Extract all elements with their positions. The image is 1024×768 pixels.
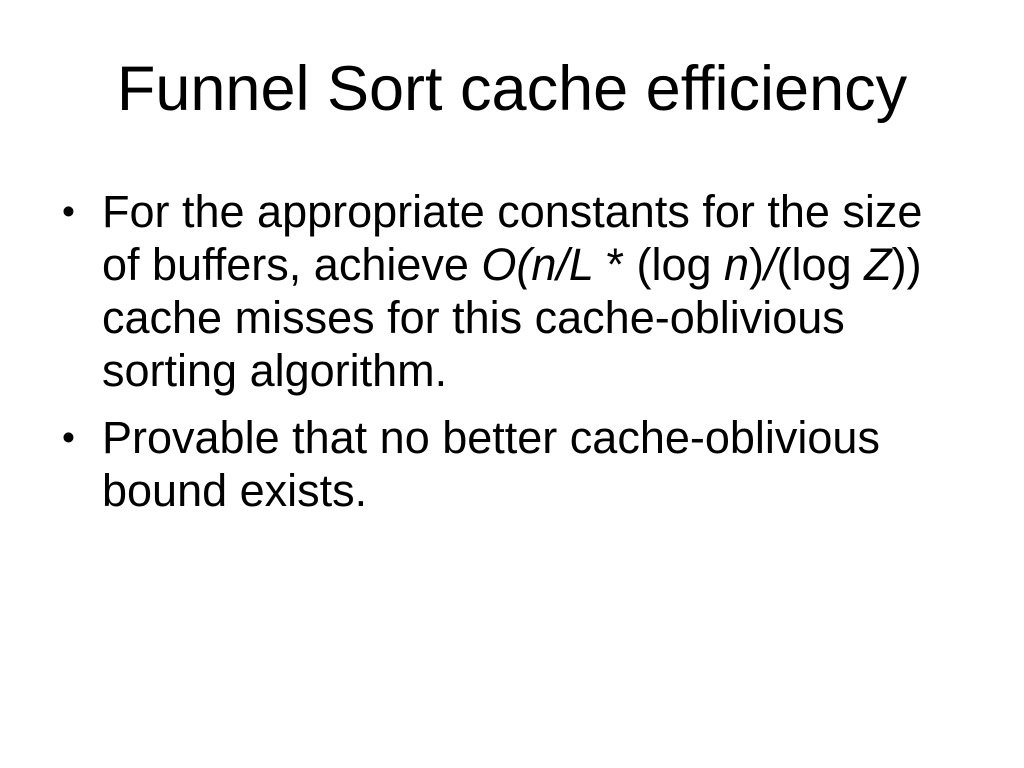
bullet-marker: •: [62, 191, 75, 232]
bullet-list: [62, 185, 940, 531]
text-run: )) cache misses for this cache-oblivious sorting algorithm.: [102, 239, 922, 396]
bullet-item-1: [62, 185, 940, 397]
text-run-italic: n: [724, 239, 750, 290]
text-run: * (log: [593, 239, 725, 290]
bullet-text: [102, 411, 940, 517]
bullet-text: [102, 185, 940, 397]
bullet-marker: •: [62, 417, 75, 458]
text-run: For the appropriate constants for the size of buffers, achieve: [102, 186, 923, 290]
text-run-italic: Z: [864, 239, 892, 290]
text-run: Provable that no better cache-oblivious bound exists.: [102, 412, 880, 516]
text-run-italic: O(n/L: [481, 239, 594, 290]
text-run-italic: /: [764, 239, 777, 290]
text-run: ): [749, 239, 765, 290]
text-run: (log: [776, 239, 865, 290]
slide-title: Funnel Sort cache efficiency: [116, 54, 908, 124]
bullet-item-2: [62, 411, 940, 517]
